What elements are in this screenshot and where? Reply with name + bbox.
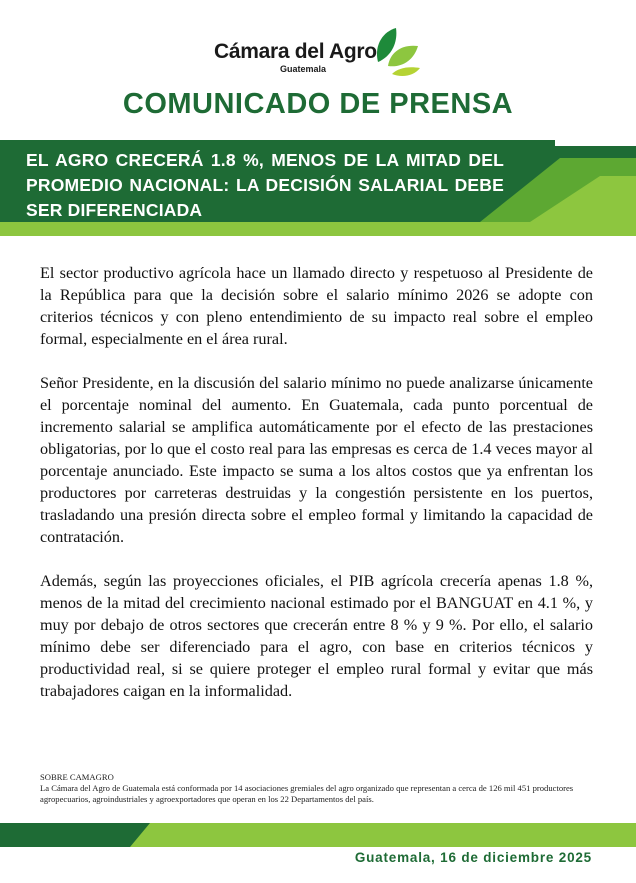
release-date: Guatemala, 16 de diciembre 2025 xyxy=(354,850,592,865)
paragraph: Además, según las proyecciones oficiales, el PIB agrícola crecería apenas 1.8 %, menos de la mitad del crecimiento nacional estimado por el BANGUAT en 4.1 %, y muy por debajo de otros sectores que crecerán entre 8 % y 9 %. Por ello, el salario mínimo debe ser diferenciado para el agro, con base en criterios técnicos y productividad real, si se quiere proteger el empleo rural formal y evitar que más trabajadores caigan en la informalidad. xyxy=(40,572,593,700)
about-label: SOBRE CAMAGRO xyxy=(40,772,114,782)
paragraph: El sector productivo agrícola hace un llamado directo y respetuoso al Presidente de la República para que la decisión sobre el salario mínimo 2026 se adopte con criterios técnicos y con pleno entendimiento de su impacto real sobre el empleo formal, especialmente en el área rural. xyxy=(40,264,593,348)
footer-bar xyxy=(0,823,636,847)
about-text: La Cámara del Agro de Guatemala está conformada por 14 asociaciones gremiales del agro organizado que representan a cerca de 126 mil 451 productores agropecuarios, agroindustriales y agroexportadores que operan en los 22 Departamentos del país. xyxy=(40,783,574,804)
headline: EL AGRO CRECERÁ 1.8 %, MENOS DE LA MITAD DEL PROMEDIO NACIONAL: LA DECISIÓN SALARIAL DEBE SER DIFERENCIADA xyxy=(26,150,504,220)
about-section xyxy=(40,772,600,805)
press-title: COMUNICADO DE PRENSA xyxy=(122,88,514,120)
org-name: Cámara del Agro xyxy=(214,40,377,63)
paragraph: Señor Presidente, en la discusión del salario mínimo no puede analizarse únicamente el porcentaje nominal del aumento. En Guatemala, cada punto porcentual de incremento salarial se amplifica automáticamente por el efecto de las prestaciones obligatorias, por lo que el costo real para las empresas es cerca de 1.4 veces mayor al porcentaje anunciado. Este impacto se suma a los altos costos que ya enfrentan los productores por carreteras destruidas y la congestión persistente en los puertos, trasladando una presión directa sobre el empleo formal y limitando la capacidad de contratación. xyxy=(40,374,593,546)
org-country: Guatemala xyxy=(280,64,327,74)
body-text xyxy=(40,262,593,724)
